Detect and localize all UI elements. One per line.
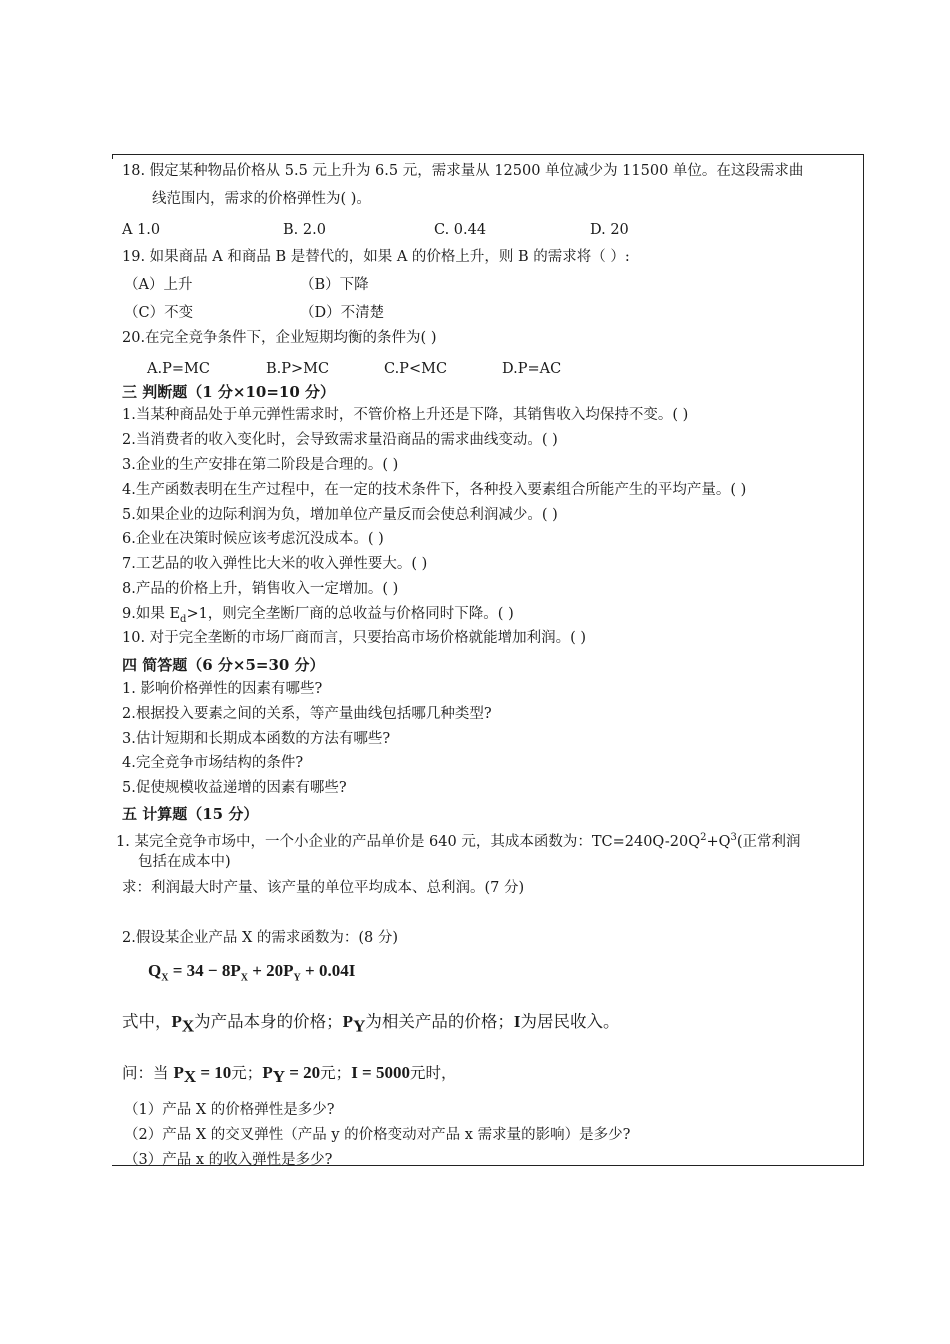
section-4-title: 四 简答题（6 分×5=30 分） xyxy=(122,656,325,674)
q18-option-a: A 1.0 xyxy=(122,222,161,238)
q19-stem: 19. 如果商品 A 和商品 B 是替代的，如果 A 的价格上升，则 B 的需求将（ ）: xyxy=(122,249,630,265)
section-5-title: 五 计算题（15 分） xyxy=(122,805,259,823)
q20-stem: 20.在完全竞争条件下，企业短期均衡的条件为( ) xyxy=(122,330,437,346)
calc-problem-1-question: 求：利润最大时产量、该产量的单位平均成本、总利润。(7 分) xyxy=(122,880,525,896)
judge-item-7: 7.工艺品的收入弹性比大米的收入弹性要大。( ) xyxy=(122,556,428,572)
variable-definitions: 式中，$P_X$为产品本身的价格；$P_Y$为相关产品的价格；I为居民收入。 xyxy=(122,1012,620,1036)
sub-question-2: （2）产品 X 的交叉弹性（产品 y 的价格变动对产品 x 需求量的影响）是多少? xyxy=(124,1127,631,1143)
q20-option-c: C.P<MC xyxy=(384,361,448,377)
judge-item-6: 6.企业在决策时候应该考虑沉没成本。( ) xyxy=(122,531,384,547)
q18-line1: 18. 假定某种物品价格从 5.5 元上升为 6.5 元，需求量从 12500 单位减少为 11500 单位。在这段需求曲 xyxy=(122,163,804,179)
judge-item-8: 8.产品的价格上升，销售收入一定增加。( ) xyxy=(122,581,399,597)
q19-option-d: （D）不清楚 xyxy=(300,305,385,321)
q18-option-d: D. 20 xyxy=(590,222,629,238)
calc-problem-1: 1. 某完全竞争市场中，一个小企业的产品单价是 640 元，其成本函数为：$TC=240Q-20Q^2+Q^3$(正常利润 xyxy=(116,832,801,850)
q19-option-b: （B）下降 xyxy=(300,277,369,293)
short-item-5: 5.促使规模收益递增的因素有哪些? xyxy=(122,780,347,796)
judge-item-9: 9.如果 $E_d>1$，则完全垄断厂商的总收益与价格同时下降。( ) xyxy=(122,606,514,625)
q19-option-c: （C）不变 xyxy=(124,305,194,321)
short-item-3: 3.估计短期和长期成本函数的方法有哪些? xyxy=(122,731,391,747)
judge-item-10: 10. 对于完全垄断的市场厂商而言，只要抬高市场价格就能增加利润。( ) xyxy=(122,630,587,646)
short-item-1: 1. 影响价格弹性的因素有哪些? xyxy=(122,681,323,697)
judge-item-3: 3.企业的生产安排在第二阶段是合理的。( ) xyxy=(122,457,399,473)
judge-item-2: 2.当消费者的收入变化时，会导致需求量沿商品的需求曲线变动。( ) xyxy=(122,432,558,448)
q20-option-b: B.P>MC xyxy=(266,361,330,377)
short-item-2: 2.根据投入要素之间的关系，等产量曲线包括哪几种类型? xyxy=(122,706,492,722)
sub-question-3: （3）产品 x 的收入弹性是多少? xyxy=(124,1152,333,1168)
demand-formula: $Q_X = 34 - 8P_X + 20P_Y + 0.04I$ xyxy=(148,961,356,984)
short-item-4: 4.完全竞争市场结构的条件? xyxy=(122,755,304,771)
given-conditions: 问：当 $P_X = 10$元；$P_Y = 20$元；I = 5000元时， xyxy=(122,1063,457,1087)
calc-problem-1-line2: 包括在成本中) xyxy=(138,854,231,870)
sub-question-1: （1）产品 X 的价格弹性是多少? xyxy=(124,1102,335,1118)
q20-option-d: D.P=AC xyxy=(502,361,562,377)
section-3-title: 三 判断题（1 分×10=10 分） xyxy=(122,383,335,401)
q19-option-a: （A）上升 xyxy=(124,277,193,293)
calc-problem-2-stem: 2.假设某企业产品 X 的需求函数为：(8 分) xyxy=(122,930,399,946)
q18-option-b: B. 2.0 xyxy=(283,222,326,238)
q18-option-c: C. 0.44 xyxy=(434,222,487,238)
judge-item-1: 1.当某种商品处于单元弹性需求时，不管价格上升还是下降，其销售收入均保持不变。( ) xyxy=(122,407,689,423)
judge-item-5: 5.如果企业的边际利润为负，增加单位产量反而会使总利润减少。( ) xyxy=(122,507,558,523)
judge-item-4: 4.生产函数表明在生产过程中，在一定的技术条件下，各种投入要素组合所能产生的平均产量。( ) xyxy=(122,482,747,498)
q18-line2: 线范围内，需求的价格弹性为( )。 xyxy=(152,191,371,207)
q20-option-a: A.P=MC xyxy=(147,361,210,377)
